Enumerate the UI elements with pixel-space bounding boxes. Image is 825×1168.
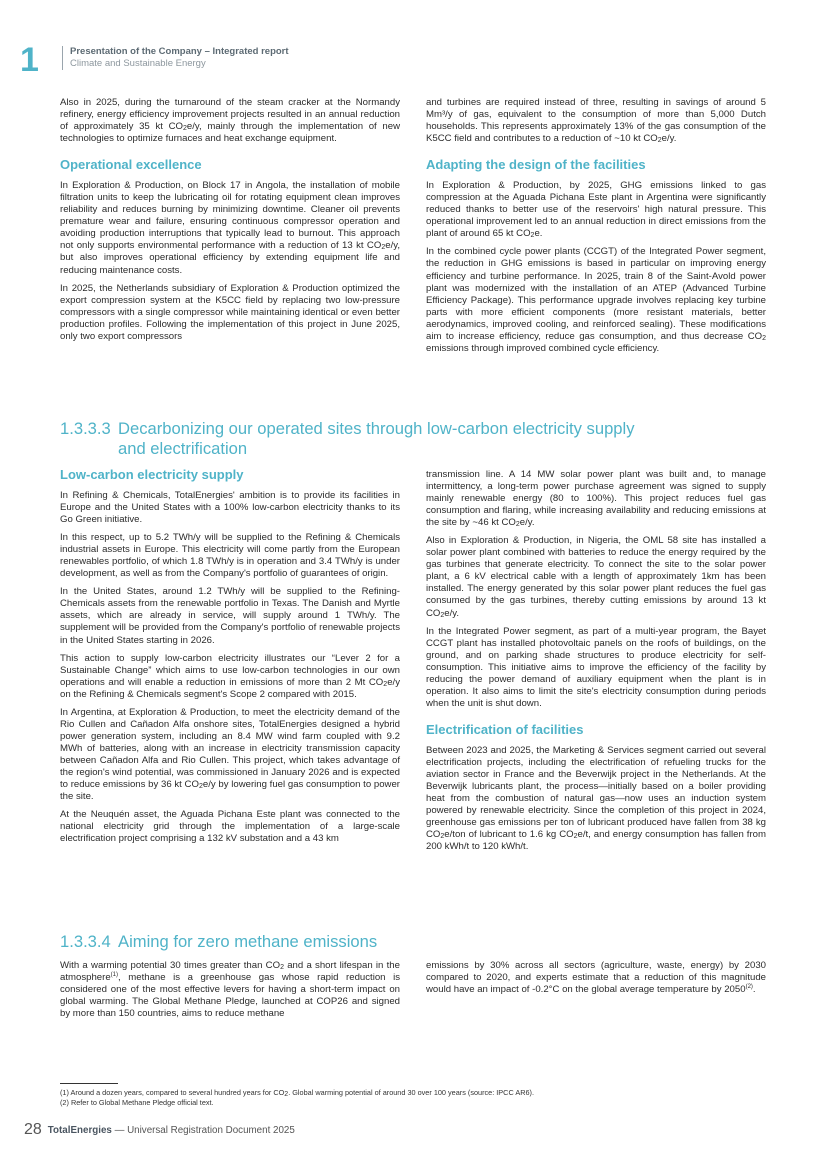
paragraph: In Argentina, at Exploration & Production, to meet the electricity demand of the Rio Cullen and Cañadon Alfa onshore sites, TotalEnergies designed a hybrid power generation system, including an 8.4 MW wind farm coupled with 9.2 MWh of batteries, along with an increase in electricity transmission capacity between Cañadon Alfa and Rio Cullen. This project, which takes advantage of the region's wind potential, was commissioned in January 2026 and is expected to reduce emissions by 36 kt $CO_2e/y$ by lowering fuel gas consumption to power the site.: [60, 706, 401, 803]
section-heading-1334: [60, 932, 780, 952]
paragraph: In Refining & Chemicals, TotalEnergies' ambition is to provide its facilities in Europe and the United States with a 100% low-carbon electricity thanks to its Go Green initiative.: [60, 490, 400, 526]
paragraph: [426, 960, 766, 996]
paragraph: In Exploration & Production, by 2025, GHG emissions linked to gas compression at the Aguada Pichana Este plant in Argentina were significantly reduced thanks to better use of the reservoirs' high natural pressure. This operational improvement led to an annual reduction in direct emissions from the plant of around 65 kt $CO_2e$.: [426, 180, 766, 240]
heading-operational-excellence: Operational excellence: [60, 157, 202, 173]
text: .: [752, 984, 756, 996]
page-footer: [24, 1122, 295, 1139]
section-title-line1: Decarbonizing our operated sites through low-carbon electricity supply: [118, 419, 635, 438]
header-title: Presentation of the Company – Integrated report: [70, 46, 289, 57]
heading-adapting-design: Adapting the design of the facilities: [426, 157, 646, 173]
section-1334-right-column: [426, 960, 766, 996]
footer-brand: TotalEnergies: [47, 1125, 112, 1136]
footnote-ref[interactable]: (1): [110, 972, 119, 979]
top-left-column: [60, 97, 400, 343]
header-subtitle: Climate and Sustainable Energy: [70, 58, 206, 69]
paragraph: In this respect, up to 5.2 TWh/y will be supplied to the Refining & Chemicals industrial assets in Europe. This electricity will come partly from the European renewables portfolio, of which 1.8 TWh/y is in operation and 3.4 TWh/y is under development, as well as from the Company's portfolio of guarantees of origin.: [60, 532, 400, 580]
section-number: 1.3.3.3: [60, 419, 111, 438]
paragraph: In the Integrated Power segment, as part of a multi-year program, the Bayet CCGT plant has installed photovoltaic panels on the roofs of buildings, on the ground, and on parking shade structures to produce electricity for self-consumption. This initiative aims to improve the efficiency of the facility by reducing the power demand of auxiliary equipment when the plant is in operation. It also aims to limit the site's electricity consumption during periods when the unit is shut down.: [426, 625, 766, 709]
footnote-2: (2) Refer to Global Methane Pledge official text.: [60, 1098, 214, 1107]
paragraph: Between 2023 and 2025, the Marketing & Services segment carried out several electrification projects, including the electrification of refueling trucks for the aviation sector in France and the Beverwijk project in the Netherlands. At the Beverwijk lubricants plant, the process—initially based on a boiler providing heat from the combustion of natural gas—now uses an induction system powered by renewable electricity. Since the completion of this project in 2024, greenhouse gas emissions per ton of lubricant produced have fallen from 38 kg $CO_2e$/ton of lubricant to 1.6 kg $CO_2e/t$, and energy consumption has fallen from 200 kWh/t to 120 kWh/t.: [426, 744, 766, 853]
paragraph: Also in 2025, during the turnaround of the steam cracker at the Normandy refinery, energy efficiency improvement projects resulted in an annual reduction of approximately 35 kt $CO_2e/y$, mainly through the implementation of new technologies to optimize furnaces and heat exchange equipment.: [60, 97, 400, 145]
section-1333-right-column: [426, 469, 766, 853]
section-heading-1333: [60, 419, 780, 459]
heading-low-carbon-electricity: Low-carbon electricity supply: [60, 467, 244, 482]
heading-electrification: Electrification of facilities: [426, 721, 584, 737]
section-1333-left-column: [60, 467, 400, 845]
section-number: 1.3.3.4: [60, 932, 111, 951]
paragraph: In Exploration & Production, on Block 17 in Angola, the installation of mobile filtration units to keep the lubricating oil for rotating equipment clean improves reliability and reduces burning by minimizing downtime. Cleaner oil prevents premature wear and failure, ensuring continuous compressor operation and avoiding production interruptions that typically lead to burnout. This approach not only supports environmental performance with a reduction of 13 kt $CO_2e/y$, but also improves operational efficiency by extending equipment life and reducing maintenance costs.: [60, 180, 400, 276]
footnote-1: (1) Around a dozen years, compared to several hundred years for $CO_2$. Global warming potential of around 30 over 100 years (source: IPCC AR6).: [60, 1088, 534, 1098]
footnote-divider: [60, 1083, 118, 1084]
paragraph: In the combined cycle power plants (CCGT) of the Integrated Power segment, the reduction in GHG emissions is based in particular on improving energy efficiency and turbine performance. In 2025, train 8 of the Saint-Avold power plant was modernized with the installation of an ATEP (Advanced Turbine Efficiency Package). This performance upgrade involves replacing key turbine parts with more efficient components (more resistant materials, better aerodynamics, improved cooling, and reinforced sealing). These modifications aim to increase efficiency, reduce gas consumption, and thus decrease $CO_2$ emissions through improved combined cycle efficiency.: [426, 246, 766, 354]
page-number: 28: [24, 1121, 42, 1138]
top-right-column: [426, 97, 766, 355]
paragraph: Also in Exploration & Production, in Nigeria, the OML 58 site has installed a solar power plant combined with batteries to reduce the energy required by the gas turbines that generate electricity. To connect the site to the solar power plant, a 6 kV electrical cable with a length of approximately 1km has been installed. The energy generated by this solar power plant reduces the fuel gas consumed by the gas turbines, thereby cutting emissions by around 13 kt $CO_2e/y$.: [426, 535, 766, 619]
chapter-number: 1: [20, 41, 39, 79]
text: With a warming potential 30 times greater than $CO_2$ and a short lifespan in the atmosphere: [60, 960, 400, 984]
paragraph: [60, 960, 400, 1020]
paragraph: In the United States, around 1.2 TWh/y will be supplied to the Refining-Chemicals assets from the renewable portfolio in Texas. The Danish and Myrtle assets, which are already in service, will supply around 1 TWh/y. The supplement will be provided from the Company's portfolio of renewable projects in the United States starting in 2026.: [60, 586, 400, 646]
footer-doc-title: — Universal Registration Document 2025: [111, 1125, 295, 1136]
paragraph: In 2025, the Netherlands subsidiary of Exploration & Production optimized the export compression system at the K5CC field by replacing two low-pressure compressors with a single compressor while maintaining identical or even better production profiles. Following the implementation of this project in June 2025, only two export compressors: [60, 282, 400, 342]
footnote-ref[interactable]: (2): [745, 984, 753, 991]
paragraph: This action to supply low-carbon electricity illustrates our “Lever 2 for a Sustainable Change” which aims to use low-carbon technologies in our own operations and will enable a reduction in emissions of more than 2 Mt $CO_2e/y$ on the Refining & Chemicals segment's Scope 2 compared with 2015.: [60, 652, 400, 700]
paragraph: At the Neuquén asset, the Aguada Pichana Este plant was connected to the national electricity grid through the implementation of a large-scale electrification project comprising a 132 kV substation and a 43 km: [60, 809, 400, 845]
text: , methane is a greenhouse gas whose rapid reduction is considered one of the most effective levers for having a short-term impact on global warming. The Global Methane Pledge, launched at COP26 and signed by more than 150 countries, aims to reduce methane: [60, 972, 400, 1020]
section-title-line2: and electrification: [118, 439, 248, 458]
header-divider: [62, 46, 63, 70]
section-title: Aiming for zero methane emissions: [118, 932, 378, 951]
section-1334-left-column: [60, 960, 400, 1020]
paragraph: transmission line. A 14 MW solar power plant was built and, to manage intermittency, a long-term power purchase agreement was signed to supply mainly renewable energy (80 to 100%). This project reduces fuel gas consumption and flaring, while increasing availability and reducing emissions at the site by ~46 kt $CO_2e/y$.: [426, 469, 766, 529]
text: emissions by 30% across all sectors (agriculture, waste, energy) by 2030 compared to 2020, and experts estimate that a reduction of this magnitude would have an impact of -0.2°C on the global average temperature by 2050: [426, 960, 766, 996]
paragraph: and turbines are required instead of three, resulting in savings of around 5 Mm³/y of gas, equivalent to the consumption of more than 5,000 Dutch households. This represents approximately 13% of the gas consumption of the K5CC field and contributes to a reduction of ~10 kt $CO_2e/y$.: [426, 97, 766, 145]
